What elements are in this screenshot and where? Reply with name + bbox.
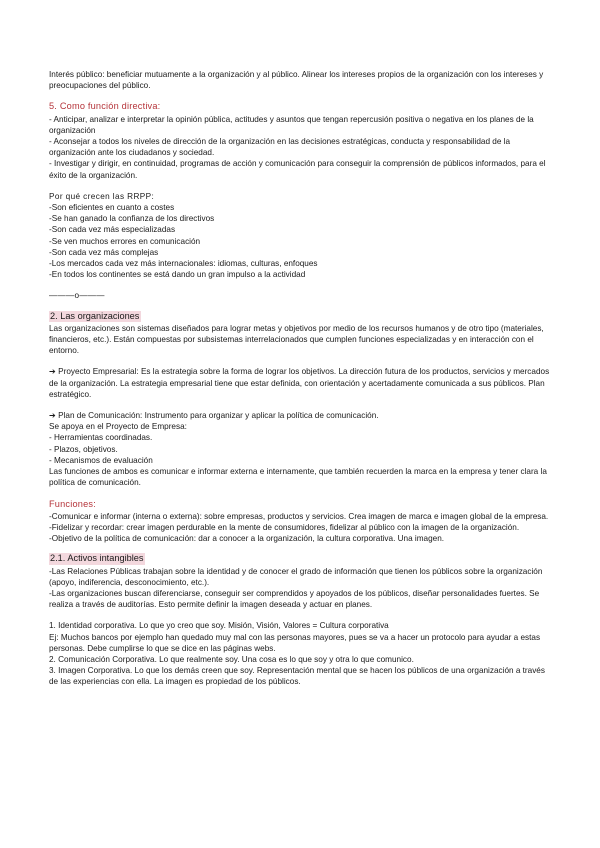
rrpp-item: -Son cada vez más especializadas — [49, 225, 176, 235]
numbered-item: 2. Comunicación Corporativa. Lo que realmente soy. Una cosa es lo que soy y otra lo que comunico. — [49, 654, 414, 664]
rrpp-item: -Son eficientes en cuanto a costes — [49, 203, 175, 213]
numbered-item: 1. Identidad corporativa. Lo que yo creo que soy. Misión, Visión, Valores = Cultura corporativa — [49, 621, 389, 631]
funciones-heading: Funciones: — [49, 498, 96, 509]
activos-item: -Las Relaciones Públicas trabajan sobre la identidad y de conocer el grado de información que tienen los públicos sobre la organización (apoyo, indiferencia, desconocimiento, etc.). — [49, 566, 543, 587]
rrpp-item: -Se ven muchos errores en comunicación — [49, 236, 201, 246]
section-2-heading: 2. Las organizaciones — [50, 310, 140, 321]
s5-item-3: - Investigar y dirigir, en continuidad, programas de acción y comunicación para conseguir la comprensión de públicos informados, para el éxito de la organización. — [49, 159, 546, 180]
plan-line: - Plazos, objetivos. — [49, 444, 118, 454]
rrpp-heading: Por qué crecen las RRPP: — [49, 191, 155, 201]
rrpp-item: -En todos los continentes se está dando un gran impulso a la actividad — [49, 270, 306, 280]
s5-item-2: - Aconsejar a todos los niveles de dirección de la organización en las decisiones estratégicas, conducta y responsabilidad de la organización ante los ciudadanos y sociedad. — [49, 137, 511, 158]
funciones-item: -Comunicar e informar (interna o externa): sobre empresas, productos y servicios. Crea imagen de marca e imagen global de la empresa. — [49, 511, 549, 521]
proyecto-empresarial-paragraph: ➔ Proyecto Empresarial: Es la estrategia sobre la forma de lograr los objetivos. La dirección futura de los productos, servicios y mercados de la organización. La estrategia empresarial tiene que estar definida, con orientación y acertadamente comunicada a sus públicos. Plan estratégico. — [49, 367, 550, 399]
numbered-item: 3. Imagen Corporativa. Lo que los demás creen que soy. Representación mental que se hacen los públicos de una organización a través de las experiencias con ella. La imagen es propiedad de los públicos. — [49, 666, 545, 687]
section-5-heading: 5. Como función directiva: — [49, 101, 161, 112]
funciones-item: -Fidelizar y recordar: crear imagen perdurable en la mente de consumidores, fidelizar al público con la imagen de la organización. — [49, 522, 520, 532]
section-2-1-heading: 2.1. Activos intangibles — [50, 553, 144, 564]
s5-item-1: - Anticipar, analizar e interpretar la opinión pública, actitudes y asuntos que tengan repercusión positiva o negativa en los planes de la organización — [49, 114, 534, 135]
plan-comunicacion-paragraph: ➔ Plan de Comunicación: Instrumento para organizar y aplicar la política de comunicación. — [49, 411, 379, 421]
plan-summary: Las funciones de ambos es comunicar e informar externa e internamente, que también recuerden la marca en la empresa y tener clara la política de comunicación. — [49, 467, 547, 488]
organizaciones-intro: Las organizaciones son sistemas diseñados para lograr metas y objetivos por medio de los recursos humanos y de otro tipo (materiales, financieros, etc.). Están compuestas por subsistemas interrelacionados que cumplen funciones especializadas y en interacción con el entorno. — [49, 323, 544, 356]
activos-item: -Las organizaciones buscan diferenciarse, conseguir ser comprendidos y apoyados de los públicos, diseñar personalidades fuertes. Se realiza a través de auditorías. Esto permite definir la imagen deseada y actuar en planes. — [49, 588, 540, 610]
plan-line: - Mecanismos de evaluación — [49, 455, 153, 465]
interes-publico-paragraph: Interés público: beneficiar mutuamente a la organización y al público. Alinear los intereses propios de la organización con los intereses y preocupaciones del público. — [49, 70, 544, 91]
rrpp-item: -Los mercados cada vez más internacionales: idiomas, culturas, enfoques — [49, 259, 318, 269]
plan-line: - Herramientas coordinadas. — [49, 433, 153, 443]
numbered-item: Ej: Muchos bancos por ejemplo han quedado muy mal con las personas mayores, pues se va a hacer un protocolo para ayudar a estas personas. Debe cumplirse lo que se dice en las páginas webs. — [49, 632, 541, 653]
plan-line: Se apoya en el Proyecto de Empresa: — [49, 422, 187, 432]
rrpp-item: -Se han ganado la confianza de los directivos — [49, 214, 215, 224]
separator: ———o——— — [49, 291, 105, 301]
rrpp-item: -Son cada vez más complejas — [49, 247, 159, 257]
funciones-item: -Objetivo de la política de comunicación: dar a conocer a la organización, la cultura corporativa. Una imagen. — [49, 534, 445, 544]
